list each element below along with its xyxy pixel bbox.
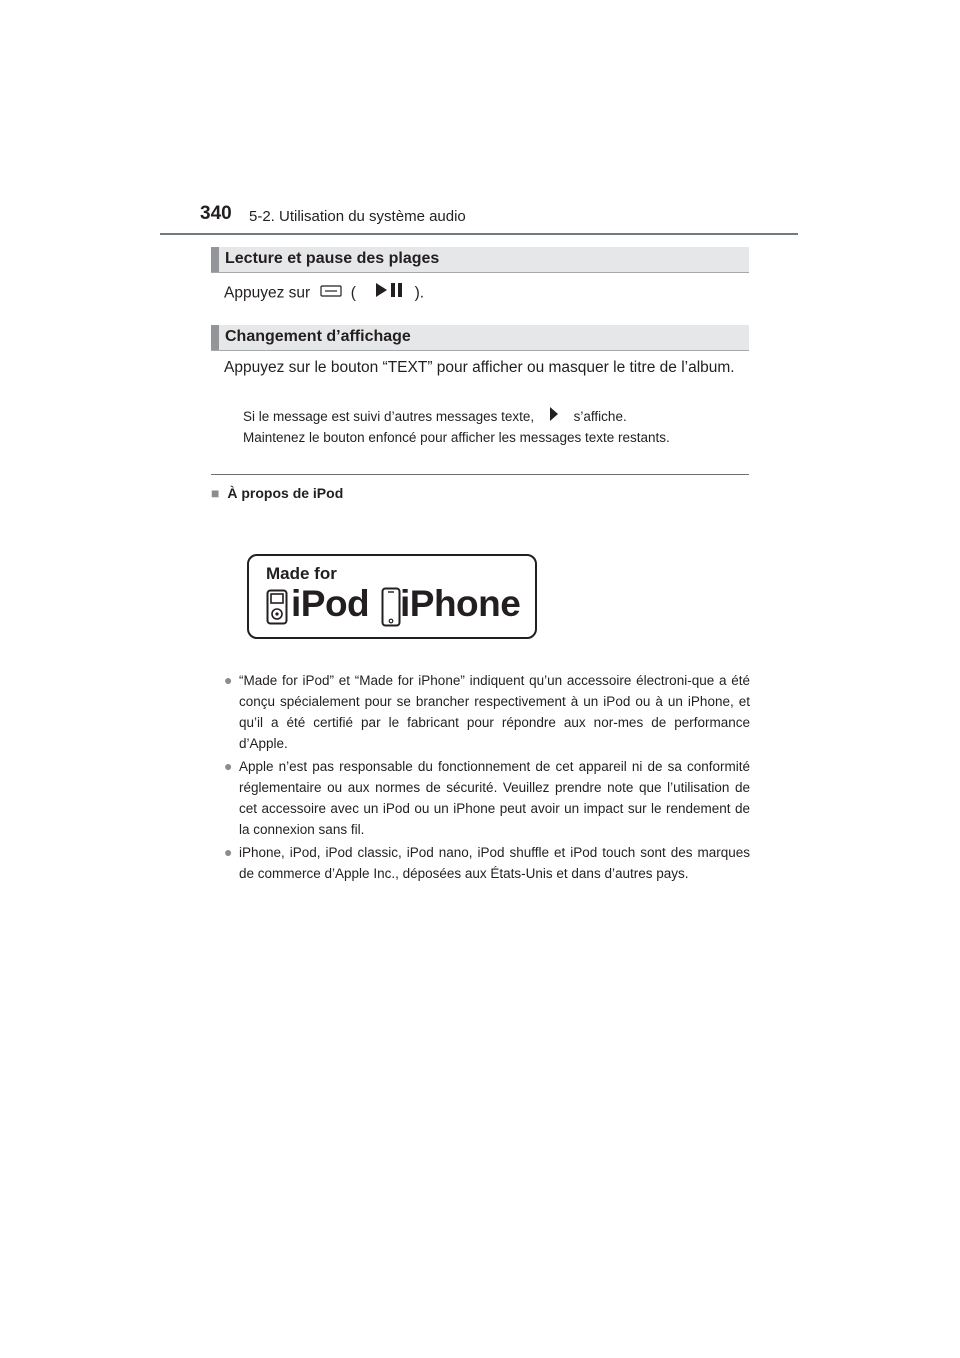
bullet-text: “Made for iPod” et “Made for iPhone” indiquent qu’un accessoire électroni-que a été conçu spécialement pour se brancher respectivement à un iPod ou à un iPhone, et qu’il a été certifié par le fabricant pour répondre aux nor-mes de performance d’Apple. <box>239 673 750 751</box>
instruction-open: ( <box>350 284 356 302</box>
section-bar <box>211 247 219 272</box>
note-text-a: Si le message est suivi d’autres messages texte, <box>243 409 535 425</box>
section-title: Changement d’affichage <box>225 328 411 345</box>
about-ipod-heading <box>211 485 343 501</box>
play-pause-icon <box>374 280 404 307</box>
round-bullet-icon: ● <box>224 844 233 860</box>
section-heading-lecture <box>211 247 749 273</box>
ipod-device-icon <box>266 589 288 630</box>
about-heading-text: À propos de iPod <box>227 485 344 501</box>
iphone-label: iPhone <box>400 583 521 624</box>
made-for-label: Made for <box>266 564 337 583</box>
bullet-item <box>224 756 750 840</box>
note-hold-button: Maintenez le bouton enfoncé pour afficher les messages texte restants. <box>243 430 670 445</box>
note-text-b: s’affiche. <box>573 409 627 425</box>
button-icon <box>320 283 342 305</box>
instruction-prefix: Appuyez sur <box>224 284 311 302</box>
section-title: Lecture et pause des plages <box>225 250 440 267</box>
square-bullet-icon: ■ <box>211 485 220 501</box>
bullet-text: iPhone, iPod, iPod classic, iPod nano, iPod shuffle et iPod touch sont des marques de commerce d’Apple Inc., déposées aux États-Unis et dans d’autres pays. <box>239 845 750 881</box>
iphone-device-icon <box>381 587 401 632</box>
round-bullet-icon: ● <box>224 758 233 774</box>
page-number: 340 <box>200 203 232 224</box>
chapter-title: 5-2. Utilisation du système audio <box>249 208 466 225</box>
section-divider <box>211 474 749 475</box>
instruction-close: ). <box>414 284 425 302</box>
text-toggle-paragraph: Appuyez sur le bouton “TEXT” pour afficher ou masquer le titre de l’album. <box>224 359 735 376</box>
header-rule <box>160 233 798 235</box>
round-bullet-icon: ● <box>224 672 233 688</box>
section-bar <box>211 325 219 350</box>
section-heading-affichage <box>211 325 749 351</box>
ipod-label: iPod <box>291 583 370 624</box>
bullet-item <box>224 670 750 754</box>
play-pause-instruction <box>224 280 424 307</box>
bullet-item <box>224 842 750 884</box>
bullet-text: Apple n’est pas responsable du fonctionnement de cet appareil ni de sa conformité réglementaire ou aux normes de sécurité. Veuillez prendre note que l’utilisation de cet accessoire avec un iPod ou un iPhone peut avoir un impact sur le rendement de la connexion sans fil. <box>239 759 750 837</box>
made-for-ipod-iphone-logo <box>247 554 537 639</box>
